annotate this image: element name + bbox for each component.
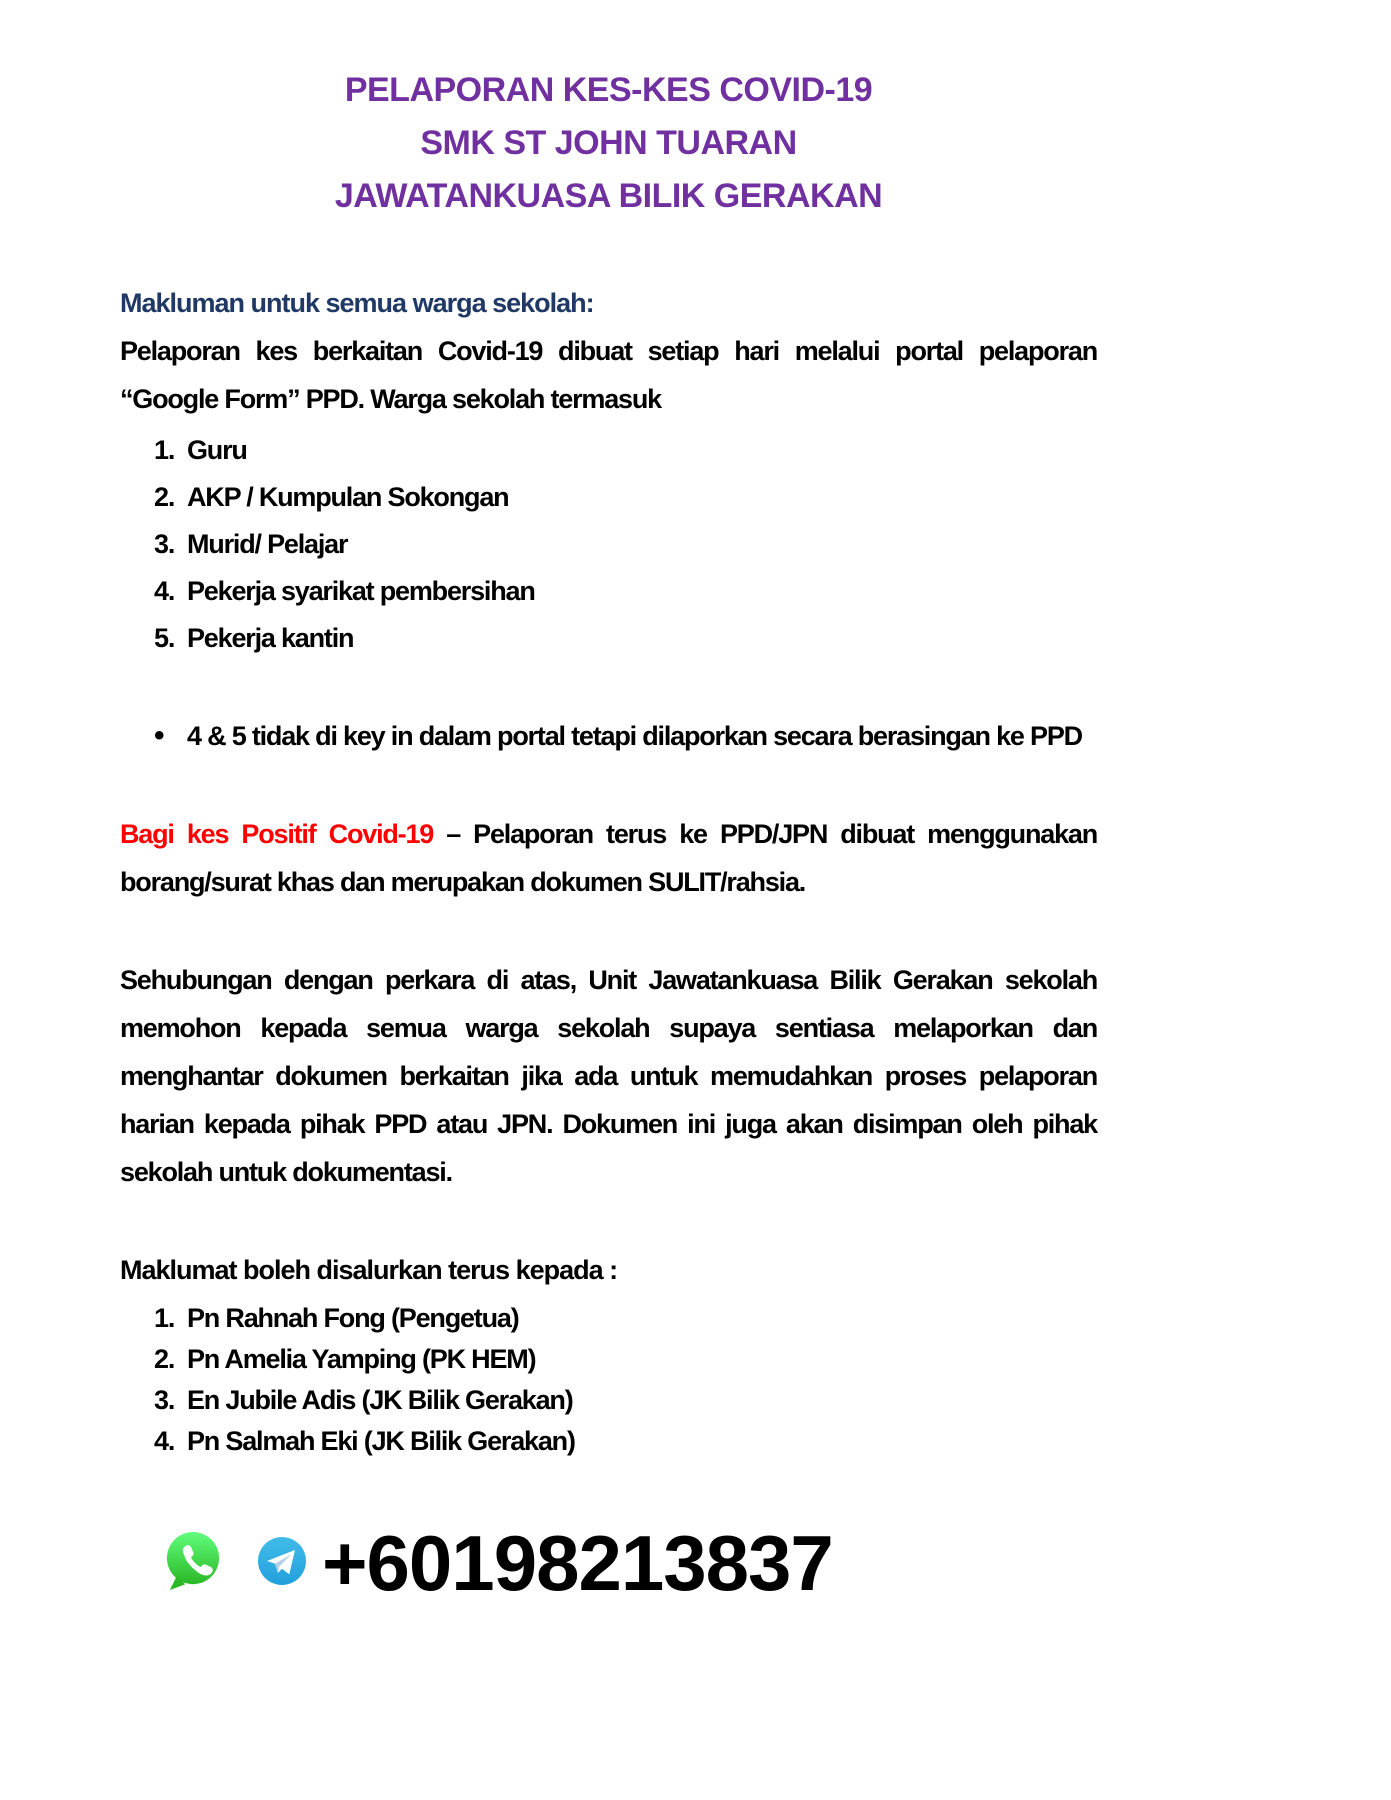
contact-heading: Maklumat boleh disalurkan terus kepada : [120, 1255, 618, 1285]
positive-case-lead: Bagi kes Positif Covid-19 [120, 819, 434, 849]
intro-paragraph: Pelaporan kes berkaitan Covid-19 dibuat setiap hari melalui portal pelaporan “Google Form” PPD. Warga sekolah termasuk [120, 336, 1097, 414]
note-list-item: • 4 & 5 tidak di key in dalam portal tetapi dilaporkan secara berasingan ke PPD [154, 712, 1097, 760]
document-title [120, 64, 1097, 223]
contact-list [120, 1298, 1097, 1462]
positive-case-rest: – Pelaporan terus ke PPD/JPN dibuat menggunakan borang/surat khas dan merupakan dokumen SULIT/rahsia. [120, 819, 1097, 897]
whatsapp-icon [164, 1530, 222, 1597]
title-line-3: JAWATANKUASA BILIK GERAKAN [334, 177, 883, 215]
title-line-1: PELAPORAN KES-KES COVID-19 [344, 71, 873, 109]
contact-footer [164, 1519, 1097, 1607]
positive-case-paragraph [120, 810, 1097, 906]
contact-list-item: Pn Salmah Eki (JK Bilik Gerakan) [187, 1426, 575, 1456]
warga-list-item: Pekerja kantin [187, 623, 354, 653]
request-paragraph: Sehubungan dengan perkara di atas, Unit Jawatankuasa Bilik Gerakan sekolah memohon kepada semua warga sekolah supaya sentiasa melaporkan dan menghantar dokumen berkaitan jika ada untuk memudahkan proses pelaporan harian kepada pihak PPD atau JPN. Dokumen ini juga akan disimpan oleh pihak sekolah untuk dokumentasi. [120, 965, 1097, 1187]
contact-list-item: Pn Rahnah Fong (Pengetua) [187, 1303, 519, 1333]
warga-list-item: Pekerja syarikat pembersihan [187, 576, 535, 606]
section-heading-makluman: Makluman untuk semua warga sekolah: [120, 288, 594, 318]
title-line-2: SMK ST JOHN TUARAN [420, 124, 797, 162]
contact-list-item: Pn Amelia Yamping (PK HEM) [187, 1344, 536, 1374]
warga-list [120, 427, 1097, 662]
warga-list-item: Guru [187, 435, 247, 465]
warga-list-item: AKP / Kumpulan Sokongan [187, 482, 509, 512]
warga-list-item: Murid/ Pelajar [187, 529, 348, 559]
contact-list-item: En Jubile Adis (JK Bilik Gerakan) [187, 1385, 573, 1415]
telegram-icon [258, 1537, 306, 1590]
note-list [120, 712, 1097, 760]
phone-number: +60198213837 [322, 1519, 833, 1607]
